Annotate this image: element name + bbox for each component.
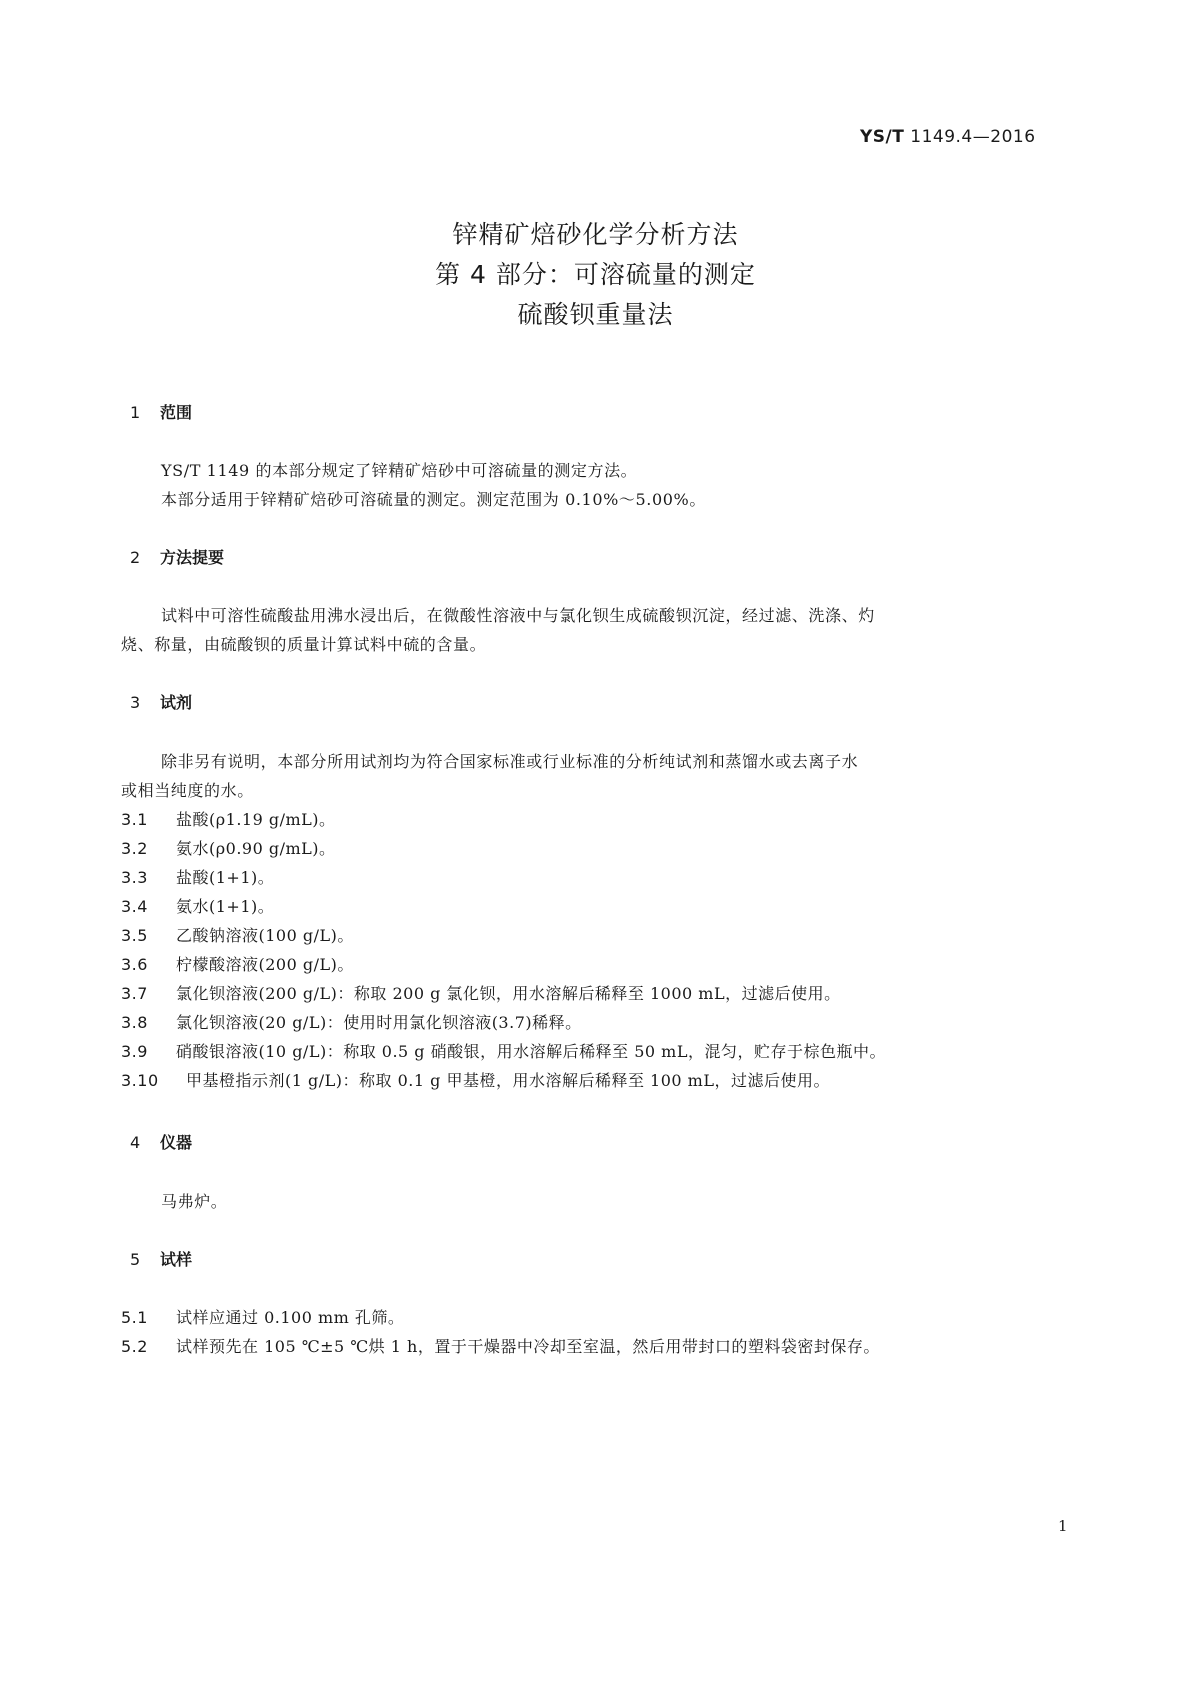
principle-paragraph-line1: 试料中可溶性硫酸盐用沸水浸出后，在微酸性溶液中与氯化钡生成硫酸钡沉淀，经过滤、洗涤、灼 bbox=[161, 606, 875, 625]
principle-paragraph-line2: 烧、称量，由硫酸钡的质量计算试料中硫的含量。 bbox=[121, 635, 487, 654]
standard-prefix: YS/T bbox=[860, 127, 905, 147]
standard-number bbox=[860, 127, 1036, 147]
section-heading-apparatus: 4 仪器 bbox=[130, 1133, 193, 1152]
section-heading-reagents: 3 试剂 bbox=[130, 693, 193, 712]
section-heading-principle: 2 方法提要 bbox=[130, 548, 225, 567]
reagents-intro-line2: 或相当纯度的水。 bbox=[121, 781, 254, 800]
reagent-item: 3.1 盐酸(ρ1.19 g/mL)。 bbox=[121, 810, 336, 829]
sample-item: 5.1 试样应通过 0.100 mm 孔筛。 bbox=[121, 1308, 405, 1327]
apparatus-paragraph: 马弗炉。 bbox=[161, 1192, 228, 1211]
scope-paragraph-2: 本部分适用于锌精矿焙砂可溶硫量的测定。测定范围为 0.10%～5.00%。 bbox=[161, 490, 706, 509]
reagents-intro-line1: 除非另有说明，本部分所用试剂均为符合国家标准或行业标准的分析纯试剂和蒸馏水或去离子水 bbox=[161, 752, 859, 771]
reagent-item: 3.5 乙酸钠溶液(100 g/L)。 bbox=[121, 926, 354, 945]
scope-paragraph-1: YS/T 1149 的本部分规定了锌精矿焙砂中可溶硫量的测定方法。 bbox=[161, 461, 638, 480]
reagent-item: 3.3 盐酸(1+1)。 bbox=[121, 868, 275, 887]
reagent-item: 3.9 硝酸银溶液(10 g/L)：称取 0.5 g 硝酸银，用水溶解后稀释至 50 mL，混匀，贮存于棕色瓶中。 bbox=[121, 1042, 886, 1061]
section-heading-scope: 1 范围 bbox=[130, 403, 193, 422]
page-number: 1 bbox=[1058, 1517, 1068, 1535]
document-title-line3: 硫酸钡重量法 bbox=[517, 300, 674, 329]
standard-code: 1149.4—2016 bbox=[910, 127, 1036, 147]
section-heading-sample: 5 试样 bbox=[130, 1250, 193, 1269]
reagent-item: 3.7 氯化钡溶液(200 g/L)：称取 200 g 氯化钡，用水溶解后稀释至 1000 mL，过滤后使用。 bbox=[121, 984, 841, 1003]
document-title-line2: 第 4 部分：可溶硫量的测定 bbox=[435, 260, 756, 289]
reagent-item: 3.8 氯化钡溶液(20 g/L)：使用时用氯化钡溶液(3.7)稀释。 bbox=[121, 1013, 582, 1032]
reagent-item: 3.4 氨水(1+1)。 bbox=[121, 897, 275, 916]
reagent-item: 3.6 柠檬酸溶液(200 g/L)。 bbox=[121, 955, 354, 974]
reagent-item: 3.10 甲基橙指示剂(1 g/L)：称取 0.1 g 甲基橙，用水溶解后稀释至 100 mL，过滤后使用。 bbox=[121, 1071, 830, 1090]
document-title-line1: 锌精矿焙砂化学分析方法 bbox=[452, 220, 739, 249]
sample-item: 5.2 试样预先在 105 ℃±5 ℃烘 1 h，置于干燥器中冷却至室温，然后用带封口的塑料袋密封保存。 bbox=[121, 1337, 880, 1356]
reagent-item: 3.2 氨水(ρ0.90 g/mL)。 bbox=[121, 839, 336, 858]
